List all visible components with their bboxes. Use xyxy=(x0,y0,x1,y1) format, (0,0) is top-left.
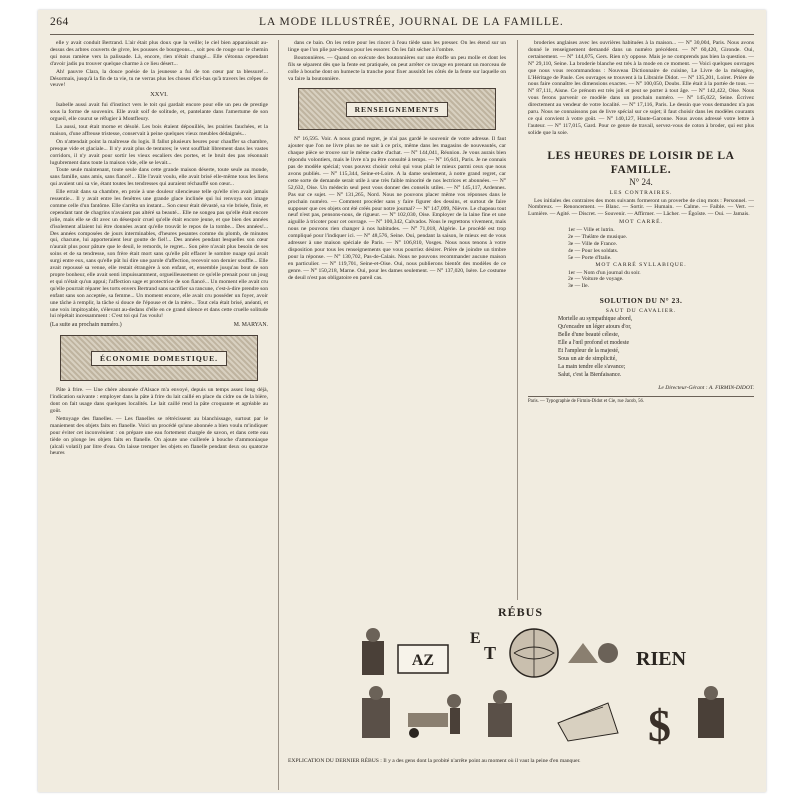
writing-figure-icon xyxy=(362,686,390,738)
rebus-illustration xyxy=(358,623,748,748)
journal-page xyxy=(38,10,766,792)
page-number: 264 xyxy=(50,16,69,28)
heures-heading xyxy=(528,149,754,186)
renseignements-heading: RENSEIGNEMENTS xyxy=(346,102,449,117)
list-item: 1er — Nom d'un journal du soir. xyxy=(568,269,641,276)
scroll-papers-icon xyxy=(558,703,618,741)
economie-paragraph: dans ce bain. On les retire pour les rincer à l'eau tiède sans les presser. On les étend sur un linge que l'on plie par-dessus pour les essorer. On les fait sécher à l'ombre. xyxy=(288,40,506,53)
poem-line: Salut, c'est la Bienfaisance. xyxy=(558,372,622,379)
poem-line: Elle a l'œil profond et modeste xyxy=(558,340,630,347)
list-item: 5e — Porte d'Italie. xyxy=(568,254,612,261)
renseignements-body: N° 16,595. Voir. A nous grand regret, je n'ai pas gardé le souvenir de votre adresse. Il faut ajouter que l'on ne livre plus ne ne sait à ce prix, même dans les magasins de nouveautés, car chaque pièce se trouve sur le même cadre d'achat. — N° 144,041, Réunion. Je vous aurais bien répondu volontiers, mais le livre n'a pu être consulté à temps. — N° 16,641, Paris. Je ne connais pas de modèle spécial; vous pouvez choisir celui qui vous plaît le mieux parmi ceux que nous avons publiés. — N° 115,344, Seine-et-Loire. A la dame seulement, à notre grand regret, car cette sorte de demande serait utile à une très faible minorité de nos lectrices et abonnées. — N° 52,632, Oise. Un médecin seul peut vous donner des conseils utiles. — N° 145,117, Ardennes. Pas sur ce sujet. — N° 131,265, Nord. Nous ne pouvons placer même vos réponses dans le prochain numéro. — Comment procéder sans y faire figurer des dessins, et surtout de faire supposer que ces objets ont été créés pour notre journal? — N° 147,099, Nièvre. Le chapeau tout neuf n'est pas, pensons-nous, de rigueur. — N° 102,030, Oise. Employer de la laine fine et une aiguille à tricoter pour cet ouvrage. — N° 100,342, Calvados. Nous le regrettons vivement, mais nous ne pouvons rien changer à nos habitudes. — N° 71,018, Algérie. Le procédé est trop compliqué pour l'indiquer ici. — N° 48,576, Seine. Oui, pendant la saison, le mieux est de vous adresser à une maison spéciale de Paris. — N° 106,810, Vosges. Nous nous tenons à votre disposition pour tous les renseignements que vous pourriez désirer. Prière de joindre un timbre pour la réponse. — N° 130,702, Pas-de-Calais. Nous ne pouvons recommander aucune maison en particulier. — N° 119,701, Seine-et-Oise. Oui, nous publierons bientôt des modèles de ce genre. — N° 150,218, Marne. Oui, pour les dames seulement. — N° 137,020, Isère. Le costume de deuil n'est pas obligatoire en pareil cas. xyxy=(288,136,506,281)
chapter-number: XXVI. xyxy=(150,91,168,99)
page-header xyxy=(50,16,754,32)
story-paragraph: On n'attendait point la maîtresse du logis. Il fallut plusieurs heures pour chauffer sa chambre, presque vide et glaciale... Il n'y avait plus de tentures; le vent soufflait librement dans les vastes corridors, il n'y avait pour sortir les vieux escaliers des portes, et le bruit des pas résonnait lugubrement dans toute la maison vide, elle se levait... xyxy=(50,138,268,166)
poem-line: La main tendre elle s'avance; xyxy=(558,364,626,371)
rebus-az: AZ xyxy=(411,652,435,669)
story-paragraph: La aussi, tout était morne et désolé. Les bois étaient dépouillés, les prairies fauchées, et la maison, d'une affreuse tristesse, conservait à peine quelques vieux meubles dédaignés... xyxy=(50,123,268,137)
rebus-rien: RIEN xyxy=(636,648,687,670)
globe-icon xyxy=(510,629,558,677)
list-item: 2e — Voiture de voyage. xyxy=(568,276,624,283)
column-divider-2 xyxy=(517,40,518,600)
seated-figure-icon xyxy=(488,690,512,737)
rebus-section xyxy=(288,605,754,755)
poem-line: Belle d'une beauté céleste, xyxy=(558,332,620,339)
story-paragraph: Elle errait dans sa chambre, en proie à une douleur silencieuse telle qu'elle n'en avait jamais ressentie... Il y avait entre les fenêtres une grande glace inclinée qui lui renvoya son image comme celle d'un fantôme. Elle s'arrêta un instant... Son cœur était dévasté, sa vie brisée, finie, et cependant tant de chagrins n'avaient pas altéré sa beauté... Elle ne songea pas qu'elle était encore jolie, mais elle se dit avec un désespoir cruel qu'elle était encore jeune, et que bien des années d'isolement allaient lui être données avant qu'elle trouvât le repos de la tombe... Des années!... Des années composées de jours interminables, d'heures pesantes comme du plomb, de minutes qui, chacune, lui apporteraient leur goutte de fiel!... Des années pendant lesquelles son cœur n'aurait plus pour pâture que le deuil, le remords, le regret... Son père n'avait plus besoin de ses soins et de sa tendresse, son frère était mort sans qu'elle pût effacer le sombre nuage qui avait surgi entre eux, sans qu'elle pût lui dire une parole d'affection, recevoir son dernier souffle... Elle avait repoussé sa venue, elle restait étrangère à son enfant, et, ensemble jusqu'au bout de son propre bonheur, elle avait senti impuissamment, orgueilleusement ce qu'elle prenait pour un joug et qui n'était qu'un appui; l'affection sage et protectrice de son fiancé... Un moment elle avait cru qu'elle pourrait réparer les torts envers Bertrand sans sacrifier sa rancune, c'est-à-dire prendre son enfant sans son acceptée, sa femme... Un moment encore, elle avait cru posséder un foyer, avoir une tâche à remplir, la tâche si douce de l'épouse et de la mère... Tout cela était brisé, anéanti, et une voix impitoyable, s'élevant au-dedans d'elle en ce grand silence et dans cette cruelle solitude lui répétait incessamment : C'est toi qui l'as voulu! xyxy=(50,189,268,320)
journal-title: LA MODE ILLUSTRÉE, JOURNAL DE LA FAMILLE. xyxy=(258,16,564,28)
contraires-title: LES CONTRAIRES. xyxy=(609,189,673,196)
column-2 xyxy=(288,40,506,600)
az-sign-icon xyxy=(398,645,448,673)
solution-title: SOLUTION DU N° 23. xyxy=(599,296,683,306)
poem-line: Qu'encadre un léger atours d'or, xyxy=(558,324,632,331)
story-paragraph: Isabelle aussi avait fui d'instinct vers le toit qui gardait encore pour elle un peu de prestige sous la forme de souvenirs. Elle avait soif de solitude, et, pantelante dans l'amertume de son orgueil, elle courut se réfugier à Montfleury. xyxy=(50,102,268,123)
hatted-figure-icon xyxy=(362,628,384,675)
story-signature xyxy=(50,322,268,329)
rebus-title: RÉBUS xyxy=(498,605,544,619)
dollar-sign-icon xyxy=(648,700,671,748)
list-item: 3e — Ile. xyxy=(568,283,589,290)
director-signature: Le Directeur-Gérant : A. FIRMIN-DIDOT. xyxy=(658,385,754,392)
rebus-t: T xyxy=(484,643,497,663)
list-item: 2e — Théâtre de musique. xyxy=(568,234,628,241)
story-paragraph: Toute seule maintenant, toute seule dans cette grande maison déserte, toute seule au monde, sans famille, sans amis, sans fiancé!... Elle l'avait voulu, elle avait brisé elle-même tous les liens qui avaient uni sa vie, étant toutes les tendresses qui auraient réchauffé son cœur... xyxy=(50,167,268,188)
renseignements-body: broderies anglaises avec les ouvrières habituées à la maison... — N° 30,004, Paris. Nous avons donné le renseignement demandé dans un numéro précédent. — N° 60,420, Gironde. Oui, certainement. — N° 144,075, Gers. Rien n'y oppose. Mais je ne comprends pas bien la question. — N° 29,110, Seine. La broderie blanche est très à la mode en ce moment. — Voici quelques ouvrages que nous vous recommandons : Nouveau Dictionnaire de cuisine, Le Livre de la ménagère, L'Héritage de Paule. Ces ouvrages se trouvent à la Librairie Didot. — N° 135,201, Loiret. Prière de nous faire connaître les dimensions exactes. — N° 100,050, Doubs. Elle était à la portée de tous. — N° 87,111, Aisne. Ce prénom est très joli et peut se porter à tout âge. — N° 142,422, Oise. Nous vous ferons parvenir ce modèle dans un prochain numéro. — N° 145,022, Seine. Écrivez directement au vendeur de votre localité. — N° 17,116, Paris. Le dessin que vous demandez n'a pas paru. Nous ne connaissons pas de livre spécial sur ce sujet; il faut choisir dans les modèles courants ce qui convient à votre goût. — N° 140,127, Haute-Garonne. Nous avons adressé votre lettre à l'auteur. — N° 117,015, Gard. Pour ce genre de travail, servez-vous de coton à broder, qui est plus solide que la soie. xyxy=(528,40,754,136)
mot-carre-syl-list xyxy=(568,270,754,291)
column-3 xyxy=(528,40,754,600)
economie-paragraph: Nettoyage des flanelles. — Les flanelles se rétrécissent au blanchissage, surtout par le maniement des objets faits en flanelle. Voici un procédé qu'une abonnée a bien voulu m'indiquer pour éviter cet inconvénient : on prépare une eau fortement chargée de savon, et dans cette eau tiède on plonge les objets faits en flanelle. On ajoute une cuillerée à bouche d'ammoniaque (alcali volatil) par litre d'eau. On laisse tremper les objets en flanelle pendant deux ou quatorze heures xyxy=(50,415,268,457)
poem-line: Sous un air de simplicité, xyxy=(558,356,617,363)
column-1 xyxy=(50,40,268,790)
poem-line: Mortelle au sympathique abord, xyxy=(558,316,633,323)
economie-banner xyxy=(60,335,258,381)
winged-figure-icon xyxy=(568,643,618,663)
story-paragraph: Ah! pauvre Clara, la douce poésie de la jeunesse a fui de ton cœur par ta blessure!... Désormais, jusqu'à la fin de ta vie, tu ne verras plus les choses d'ici-bas qu'à travers les crêpes de veuve! xyxy=(50,68,268,89)
cloaked-figure-icon xyxy=(698,686,724,738)
poem-line: Et l'ampleur de la majesté, xyxy=(558,348,620,355)
solution-subtitle: SAUT DU CAVALIER. xyxy=(605,308,677,315)
heures-number: N° 24. xyxy=(629,176,653,187)
story-paragraph: elle y avait conduit Bertrand. L'air était plus doux que la veille; le ciel bien apparaissait au-dessus des arbres couverts de givre, les pousses de bourgeons..., soit peu de rouge sur le chemin qui nous ramène vers la palissade. Là, encore, rien n'était changé... Elle s'étonna cependant d'avoir jadis pu trouver quelque charme à ce lieu désert... xyxy=(50,40,268,67)
continuation-note: (La suite au prochain numéro.) xyxy=(50,322,122,329)
solution-poem xyxy=(528,316,754,379)
list-item: 4e — Pour les soldats. xyxy=(568,247,619,254)
rebus-explanation: EXPLICATION DU DERNIER RÉBUS : Il y a des gens dont la probité n'arrête point au moment où il vaut la peine d'en manquer. xyxy=(288,758,581,764)
mot-carre-list xyxy=(568,227,754,262)
economie-heading: ÉCONOMIE DOMESTIQUE. xyxy=(91,351,227,366)
column-divider-1 xyxy=(278,40,279,790)
economie-paragraph: Boutonnières. — Quand on exécute des boutonnières sur une étoffe un peu molle et dont les fils se séparent dès que la fente est pratiquée, on peut arrêter ce ravage en prenant un morceau de colle à bouche dont on humecte la tranche pour fixer aussitôt les côtés de la fente sur laquelle on va faire la boutonnière. xyxy=(288,54,506,82)
economie-paragraph: Pâte à frire. — Une chère abonnée d'Alsace m'a envoyé, depuis un temps assez long déjà, l'indication suivante : employer dans la pâte à frire du lait caillé en place du cidre ou de la bière, dont on fait usage dans quelques localités. Le lait caillé rend la pâte croquante et agréable au goût. xyxy=(50,387,268,414)
svg-text:$: $ xyxy=(648,700,671,748)
wheelbarrow-man-icon xyxy=(408,694,461,738)
list-item: 1er — Ville et lutrin. xyxy=(568,227,615,234)
author-name: M. MARYAN. xyxy=(233,322,268,329)
mot-carre-title: MOT CARRÉ. xyxy=(619,219,663,226)
heures-title: LES HEURES DE LOISIR DE LA FAMILLE. xyxy=(547,149,735,176)
renseignements-banner xyxy=(298,88,496,130)
list-item: 3e — Ville de France. xyxy=(568,240,618,247)
imprint-line: Paris. — Typographie de Firmin-Didot et Cie, rue Jacob, 56. xyxy=(528,396,754,406)
mot-carre-syl-title: MOT CARRÉ SYLLABIQUE. xyxy=(595,261,687,268)
header-rule xyxy=(50,34,754,35)
rebus-e: E xyxy=(470,630,481,647)
contraires-text: Les initiales des contraires des mots suivants formeront un proverbe de cinq mots : Personnel. — Nombreux. — Renoncement. — Blanc. — Sortir. — Humain. — Calme. — Faible. — Vert. — Lumière. — Agité. — Discret. — Souvenir. — Affirmer. — Lâcher. — Égoïste. — Oui. — Jamais. xyxy=(528,197,754,218)
